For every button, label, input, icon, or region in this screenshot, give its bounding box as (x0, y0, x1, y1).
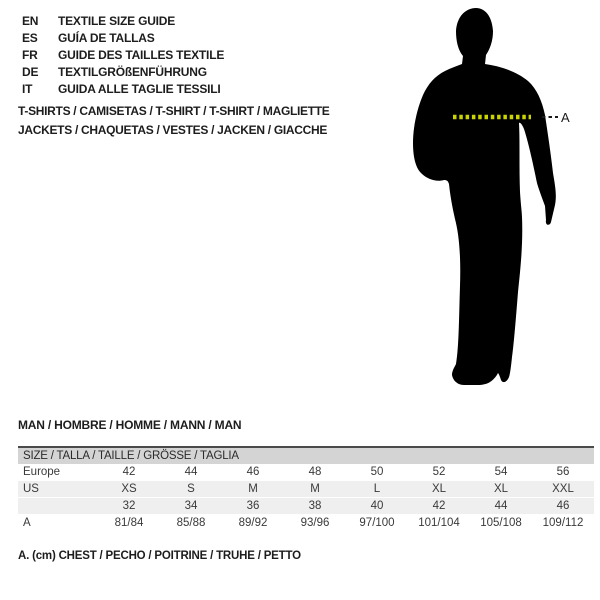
table-cell: 97/100 (359, 517, 395, 529)
table-cell: 54 (494, 466, 508, 478)
table-cell: XL (431, 483, 447, 495)
row-label: Europe (23, 466, 61, 478)
size-table (18, 446, 594, 532)
table-cell: 101/104 (418, 517, 460, 529)
table-cell: M (310, 483, 320, 495)
table-cell: XS (121, 483, 137, 495)
table-cell: 46 (246, 466, 260, 478)
language-row (22, 30, 224, 47)
man-silhouette-figure (403, 2, 575, 398)
language-title: GUIDE DES TAILLES TEXTILE (58, 48, 225, 62)
table-cell: 32 (122, 500, 136, 512)
table-cell: 48 (308, 466, 322, 478)
garment-line-jackets: JACKETS / CHAQUETAS / VESTES / JACKEN / GIACCHE (18, 123, 328, 137)
table-cell: 81/84 (114, 517, 144, 529)
table-cell: 40 (370, 500, 384, 512)
table-cell: 34 (184, 500, 198, 512)
table-cell: 38 (308, 500, 322, 512)
language-title: GUIDA ALLE TAGLIE TESSILI (58, 82, 221, 96)
table-cell: 42 (432, 500, 446, 512)
language-title: GUÍA DE TALLAS (58, 31, 155, 45)
language-list (22, 13, 224, 98)
language-title: TEXTILGRÖßENFÜHRUNG (58, 65, 207, 79)
table-row-chest-cm (18, 515, 594, 532)
table-cell: 44 (184, 466, 198, 478)
row-label: US (23, 483, 39, 495)
table-cell: 56 (556, 466, 570, 478)
table-cell: XXL (552, 483, 574, 495)
language-row (22, 81, 224, 98)
garment-types (18, 102, 330, 140)
table-cell: 52 (432, 466, 446, 478)
measurement-footnote: A. (cm) CHEST / PECHO / POITRINE / TRUHE / PETTO (18, 550, 301, 562)
language-code: IT (22, 82, 33, 96)
table-cell: 105/108 (480, 517, 522, 529)
language-code: FR (22, 48, 38, 62)
man-silhouette (413, 8, 556, 385)
row-label: A (23, 517, 31, 529)
language-row (22, 13, 224, 30)
language-code: EN (22, 14, 39, 28)
table-cell: 93/96 (300, 517, 330, 529)
measurement-label-a: A (561, 110, 570, 125)
table-cell: 46 (556, 500, 570, 512)
size-table-header: SIZE / TALLA / TAILLE / GRÖSSE / TAGLIA (18, 446, 594, 464)
table-cell: 89/92 (238, 517, 268, 529)
table-row-numeric (18, 498, 594, 515)
section-title: MAN / HOMBRE / HOMME / MANN / MAN (18, 418, 242, 432)
table-cell: 42 (122, 466, 136, 478)
table-cell: 109/112 (542, 517, 584, 529)
language-row (22, 47, 224, 64)
language-title: TEXTILE SIZE GUIDE (58, 14, 176, 28)
language-code: DE (22, 65, 39, 79)
language-code: ES (22, 31, 38, 45)
table-cell: 85/88 (176, 517, 206, 529)
table-cell: 50 (370, 466, 384, 478)
table-cell: M (248, 483, 258, 495)
language-row (22, 64, 224, 81)
garment-line-tshirts: T-SHIRTS / CAMISETAS / T-SHIRT / T-SHIRT / MAGLIETTE (18, 104, 330, 118)
table-cell: 36 (246, 500, 260, 512)
table-cell: XL (493, 483, 509, 495)
table-cell: L (373, 483, 381, 495)
table-cell: 44 (494, 500, 508, 512)
table-cell: S (187, 483, 195, 495)
table-row-europe (18, 464, 594, 481)
table-row-us (18, 481, 594, 498)
